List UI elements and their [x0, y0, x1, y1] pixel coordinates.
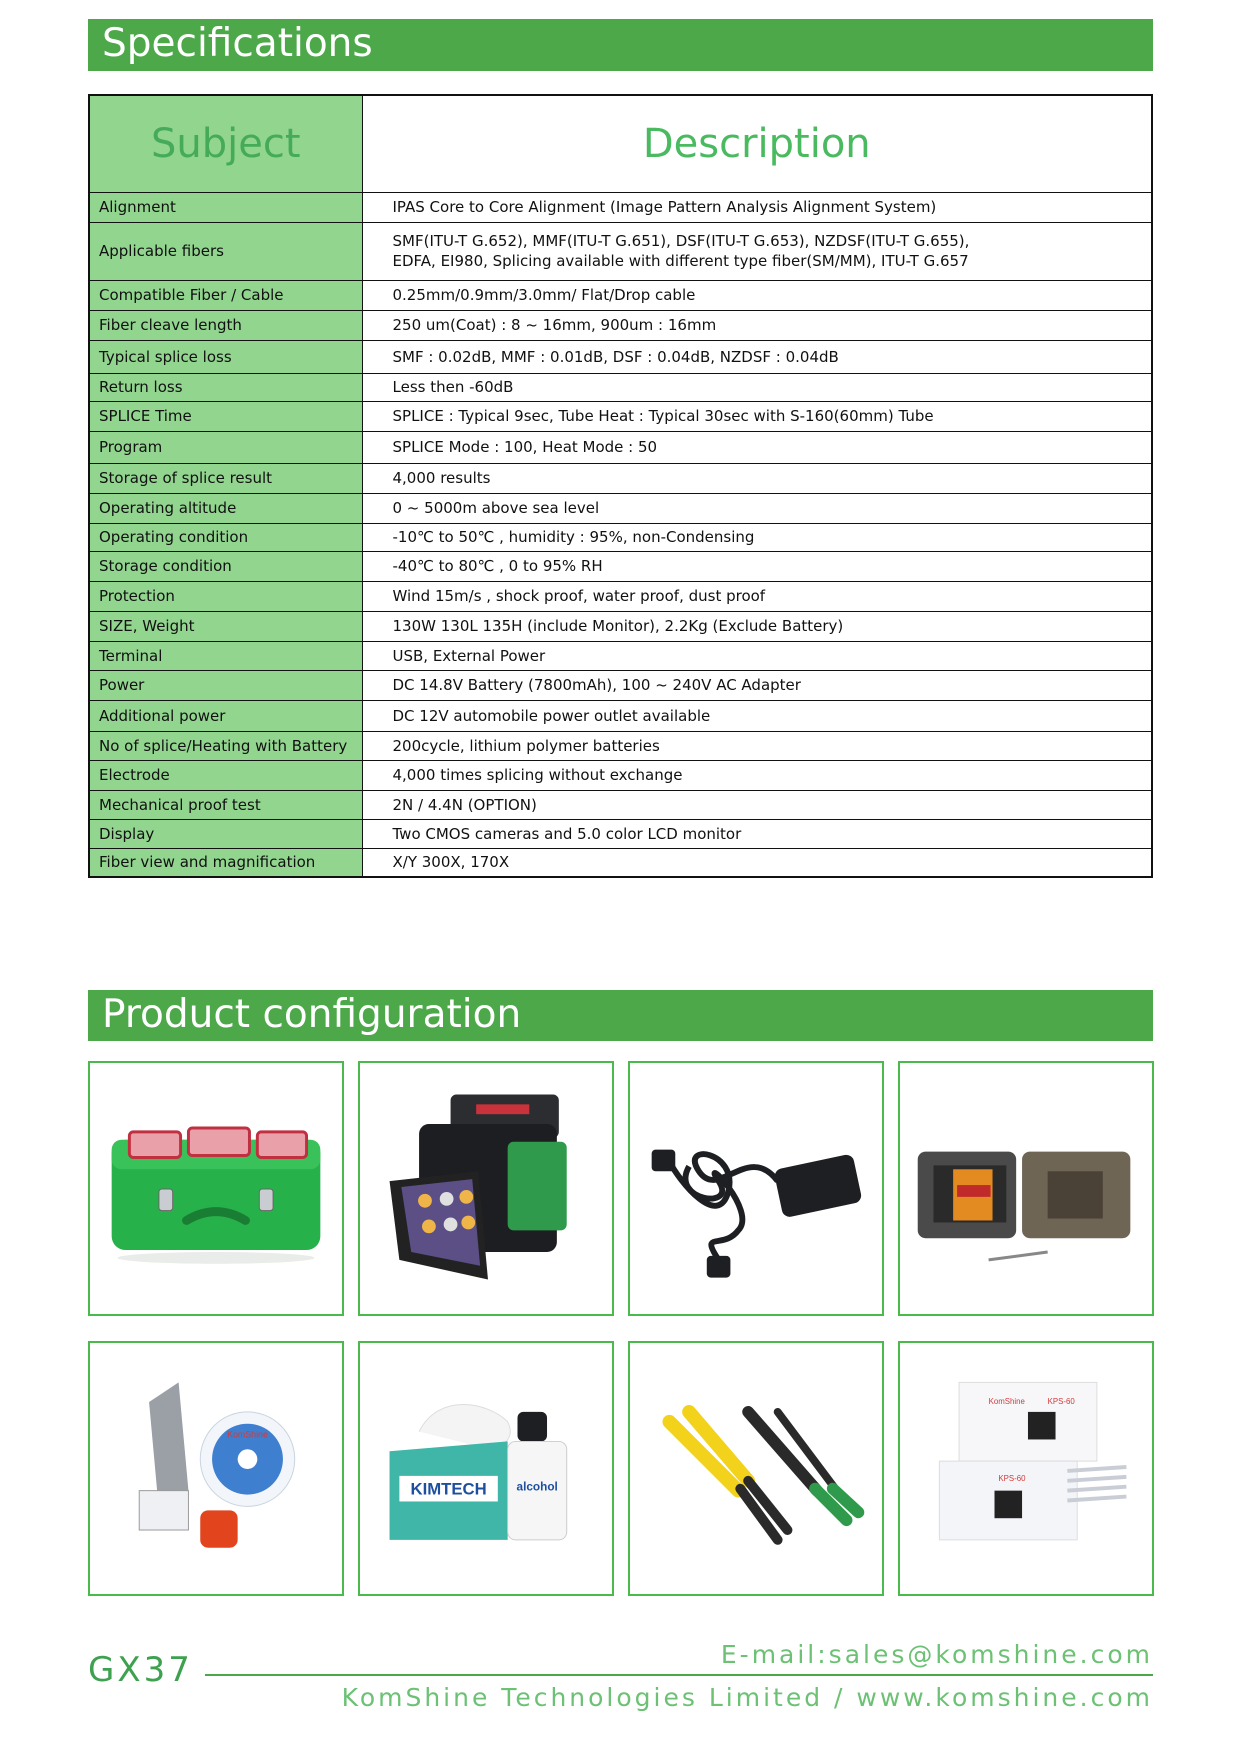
carrying-case-tile — [88, 1061, 344, 1316]
description-line: DC 14.8V Battery (7800mAh), 100 ~ 240V AC Adapter — [392, 676, 801, 694]
product-grid-row-2 — [88, 1341, 1155, 1596]
description-line: SMF(ITU-T G.652), MMF(ITU-T G.651), DSF(ITU-T G.653), NZDSF(ITU-T G.655), — [392, 232, 970, 250]
description-header: Description — [362, 95, 1152, 192]
strippers-image — [630, 1343, 882, 1594]
sleeve-brand: KomShine — [988, 1397, 1025, 1407]
description-cell — [362, 641, 1152, 670]
cleaver-case-tile — [898, 1061, 1154, 1316]
table-row — [89, 760, 1152, 790]
table-row — [89, 401, 1152, 431]
table-row — [89, 493, 1152, 523]
description-cell — [362, 760, 1152, 790]
description-line: DC 12V automobile power outlet available — [392, 706, 711, 725]
carrying-case-image — [90, 1063, 342, 1314]
subject-cell: Storage condition — [89, 551, 362, 581]
fusion-splicer-image — [360, 1063, 612, 1314]
strippers-tile — [628, 1341, 884, 1596]
accessory-kit-tile — [88, 1341, 344, 1596]
footer-model: GX37 — [88, 1650, 193, 1690]
description-cell — [362, 373, 1152, 401]
table-row — [89, 280, 1152, 310]
subject-cell: Operating altitude — [89, 493, 362, 523]
product-grid-row-1 — [88, 1061, 1155, 1316]
description-line: X/Y 300X, 170X — [392, 853, 510, 872]
description-cell — [362, 523, 1152, 551]
description-line: Wind 15m/s , shock proof, water proof, dust proof — [392, 587, 766, 605]
subject-cell: Fiber cleave length — [89, 310, 362, 340]
table-row — [89, 731, 1152, 760]
description-cell — [362, 611, 1152, 641]
description-line: SPLICE : Typical 9sec, Tube Heat : Typical 30sec with S-160(60mm) Tube — [392, 407, 934, 425]
table-row — [89, 641, 1152, 670]
subject-cell: Applicable fibers — [89, 222, 362, 280]
description-line-2: EDFA, EI980, Splicing available with different type fiber(SM/MM), ITU-T G.657 — [392, 252, 969, 270]
subject-cell: Mechanical proof test — [89, 790, 362, 819]
table-body — [89, 192, 1152, 877]
power-adapter-tile — [628, 1061, 884, 1316]
specifications-table — [88, 94, 1153, 878]
subject-cell: Additional power — [89, 700, 362, 731]
description-cell — [362, 401, 1152, 431]
wipes-brand: KIMTECH — [410, 1479, 487, 1499]
table-row — [89, 310, 1152, 340]
cd-label: KomShine — [227, 1429, 268, 1440]
description-line: 250 um(Coat) : 8 ~ 16mm, 900um : 16mm — [392, 316, 717, 334]
description-cell — [362, 310, 1152, 340]
table-row — [89, 611, 1152, 641]
description-cell — [362, 731, 1152, 760]
description-line: 0 ~ 5000m above sea level — [392, 499, 600, 517]
description-cell — [362, 848, 1152, 877]
description-cell — [362, 670, 1152, 700]
wipes-alcohol-image — [360, 1343, 612, 1594]
subject-cell: Operating condition — [89, 523, 362, 551]
fusion-splicer-tile — [358, 1061, 614, 1316]
description-cell — [362, 493, 1152, 523]
subject-cell: Compatible Fiber / Cable — [89, 280, 362, 310]
subject-cell: Display — [89, 819, 362, 848]
subject-cell: Terminal — [89, 641, 362, 670]
description-cell — [362, 790, 1152, 819]
subject-cell: Fiber view and magnification — [89, 848, 362, 877]
sleeve-label-top: KPS-60 — [1047, 1397, 1075, 1407]
subject-cell: Program — [89, 431, 362, 463]
subject-cell: Typical splice loss — [89, 340, 362, 373]
table-row — [89, 340, 1152, 373]
table-row — [89, 373, 1152, 401]
description-line: 4,000 times splicing without exchange — [392, 766, 683, 784]
configuration-banner — [88, 990, 1153, 1041]
description-cell — [362, 431, 1152, 463]
description-line: -40℃ to 80℃ , 0 to 95% RH — [392, 557, 603, 575]
footer-email[interactable]: E-mail:sales@komshine.com — [720, 1640, 1153, 1669]
specifications-banner — [88, 19, 1153, 71]
subject-cell: Electrode — [89, 760, 362, 790]
table-row — [89, 848, 1152, 877]
configuration-title: Product configuration — [102, 992, 522, 1037]
description-cell — [362, 280, 1152, 310]
description-cell — [362, 222, 1152, 280]
subject-cell: Alignment — [89, 192, 362, 222]
table-row — [89, 670, 1152, 700]
table-row — [89, 463, 1152, 493]
splice-sleeves-tile — [898, 1341, 1154, 1596]
subject-cell: SIZE, Weight — [89, 611, 362, 641]
description-cell — [362, 581, 1152, 611]
subject-cell: Return loss — [89, 373, 362, 401]
table-row — [89, 790, 1152, 819]
specifications-title: Specifications — [102, 21, 373, 66]
table-row — [89, 192, 1152, 222]
description-line: 2N / 4.4N (OPTION) — [392, 795, 537, 814]
description-line: SMF : 0.02dB, MMF : 0.01dB, DSF : 0.04dB, NZDSF : 0.04dB — [392, 347, 839, 366]
description-line: Less then -60dB — [392, 378, 514, 396]
description-line: 200cycle, lithium polymer batteries — [392, 736, 660, 755]
description-cell — [362, 551, 1152, 581]
description-cell — [362, 340, 1152, 373]
table-header-row — [89, 95, 1152, 192]
description-line: USB, External Power — [392, 646, 546, 665]
table-row — [89, 222, 1152, 280]
power-adapter-image — [630, 1063, 882, 1314]
cleaver-case-image — [900, 1063, 1152, 1314]
description-line: 0.25mm/0.9mm/3.0mm/ Flat/Drop cable — [392, 286, 696, 304]
splice-sleeves-image — [900, 1343, 1152, 1594]
footer-divider — [205, 1674, 1153, 1676]
subject-cell: Storage of splice result — [89, 463, 362, 493]
wipes-alcohol-tile — [358, 1341, 614, 1596]
table-row — [89, 551, 1152, 581]
table-row — [89, 700, 1152, 731]
description-line: 4,000 results — [392, 469, 491, 487]
table-row — [89, 431, 1152, 463]
accessory-kit-image — [90, 1343, 342, 1594]
subject-cell: No of splice/Heating with Battery — [89, 731, 362, 760]
subject-cell: SPLICE Time — [89, 401, 362, 431]
svg-text:KPS-60: KPS-60 — [998, 1473, 1026, 1483]
description-line: IPAS Core to Core Alignment (Image Pattern Analysis Alignment System) — [392, 198, 937, 216]
table-row — [89, 819, 1152, 848]
description-cell — [362, 192, 1152, 222]
description-line: 130W 130L 135H (include Monitor), 2.2Kg (Exclude Battery) — [392, 617, 844, 635]
description-line: Two CMOS cameras and 5.0 color LCD monitor — [392, 824, 742, 843]
table-row — [89, 581, 1152, 611]
description-cell — [362, 819, 1152, 848]
subject-cell: Power — [89, 670, 362, 700]
description-line: -10℃ to 50℃ , humidity : 95%, non-Condensing — [392, 528, 755, 546]
table-row — [89, 523, 1152, 551]
description-cell — [362, 700, 1152, 731]
subject-cell: Protection — [89, 581, 362, 611]
description-line: SPLICE Mode : 100, Heat Mode : 50 — [392, 438, 658, 456]
footer-company[interactable]: KomShine Technologies Limited / www.komshine.com — [341, 1683, 1153, 1712]
subject-header: Subject — [89, 95, 362, 192]
alcohol-label: alcohol — [516, 1479, 558, 1494]
description-cell — [362, 463, 1152, 493]
